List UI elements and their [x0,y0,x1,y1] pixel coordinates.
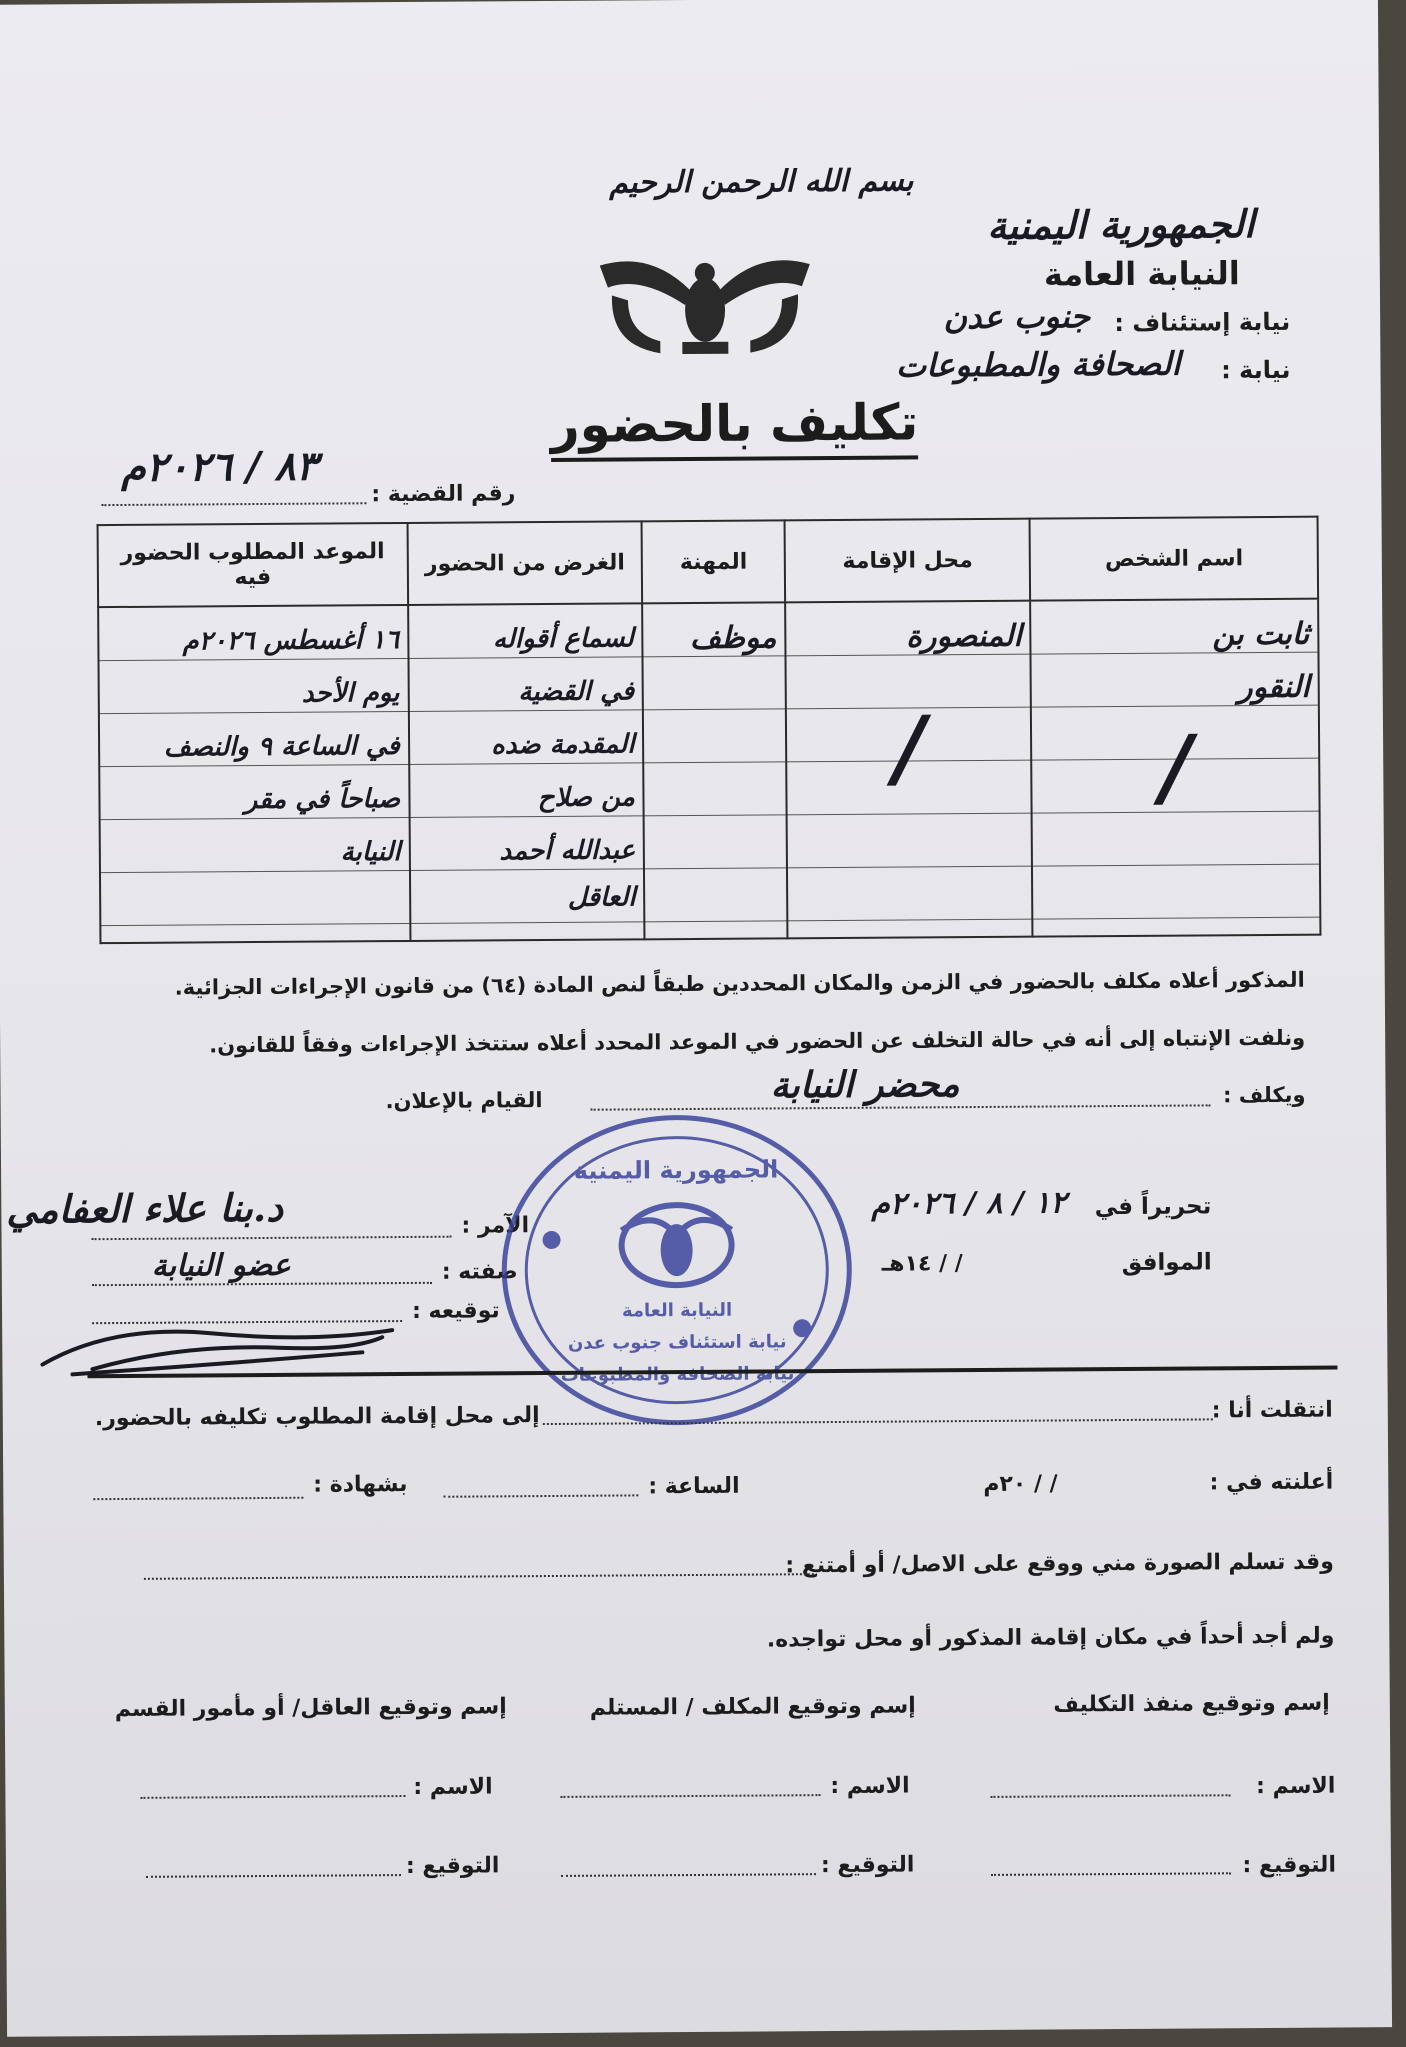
dated-value: ١٢ / ٨ / ٢٠٢٦م [871,1185,1067,1222]
authority-name: النيابة العامة [1043,254,1240,294]
appointment-line: صباحاً في مقر [244,784,401,816]
purpose-line: المقدمة ضده [491,729,635,761]
residence-line: المنصورة [906,618,1022,655]
orderer-signature-label: توقيعه : [411,1298,500,1324]
recipient-name-label: الاسم : [830,1773,910,1800]
orderer-name-value: د.بنا علاء العفامي [6,1184,284,1232]
recipient-sign-dots [561,1873,816,1877]
case-number-dots [101,502,366,506]
purpose-line: في القضية [518,676,635,708]
witness-name-dots [140,1795,405,1799]
moved-suffix: إلى محل إقامة المطلوب تكليفه بالحضور. [94,1403,540,1432]
stamp-bottom-text: نيابة الصحافة والمطبوعات [560,1363,795,1386]
cell-appointment [98,605,410,943]
recipient-name-dots [560,1794,820,1798]
header-appointment: الموعد المطلوب الحضور فيه [98,523,408,607]
parties-table [97,516,1322,945]
executor-sign-label: التوقيع : [1242,1852,1337,1879]
hijri-label: الموافق [1121,1249,1212,1277]
official-stamp [501,1114,853,1426]
appointment-line: يوم الأحد [301,678,400,709]
assign-suffix: القيام بالإعلان. [385,1088,543,1114]
ditto-mark: / [892,697,925,799]
notified-date: / / ٢٠م [983,1471,1058,1497]
header-person-name: اسم الشخص [1030,517,1318,601]
yemen-emblem-icon [590,244,821,366]
legal-notice-line-2: ونلفت الإنتباه إلى أنه في حالة التخلف عن الحضور في الموعد المحدد أعلاه ستتخذ الإجراءات وفقاً للقانون. [209,1025,1306,1058]
table-row [98,599,1320,944]
none-found-note: ولم أجد أحداً في مكان إقامة المذكور أو محل تواجده. [766,1623,1335,1653]
cell-profession [643,602,788,939]
stamp-lower-text: نيابة استئناف جنوب عدن [567,1331,787,1354]
document-title: تكليف بالحضور [551,393,919,462]
header-purpose: الغرض من الحضور [407,521,642,605]
hijri-value: / / ١٤هـ [881,1251,963,1277]
dated-label: تحريراً في [1094,1193,1212,1221]
moved-label: انتقلت أنا : [1211,1397,1333,1424]
received-label: وقد تسلم الصورة مني ووقع على الاصل/ أو أمتنع : [785,1549,1334,1579]
profession-line: موظف [689,620,777,657]
assign-label: ويكلف : [1223,1082,1306,1108]
appeal-value: جنوب عدن [943,297,1091,337]
executor-name-label: الاسم : [1256,1773,1336,1800]
signature-col-recipient: إسم وتوقيع المكلف / المستلم [589,1693,916,1721]
cell-person-name [1031,599,1321,937]
witness-sign-dots [146,1874,401,1878]
purpose-line: لسماع أقواله [492,623,634,655]
executor-name-dots [990,1794,1230,1798]
person-name-line: ثابت بن [1212,616,1310,653]
orderer-role-label: صفته : [441,1259,518,1285]
office-value: الصحافة والمطبوعات [895,344,1181,385]
orderer-name-dots [92,1236,452,1241]
witness-name-label: الاسم : [413,1774,493,1800]
witness-label: بشهادة : [313,1472,408,1498]
cell-purpose [408,603,645,941]
legal-notice-line-1: المذكور أعلاه مكلف بالحضور في الزمن والمكان المحددين طبقاً لنص المادة (٦٤) من قانون الإجراءات الجزائية. [174,967,1305,1000]
stamp-emblem-icon [611,1195,742,1296]
appeal-label: نيابة إستئناف : [1114,307,1291,338]
ditto-mark: / [1159,716,1192,818]
table-header-row [98,517,1319,608]
purpose-line: من صلاح [537,782,635,814]
country-name: الجمهورية اليمنية [987,201,1255,248]
signature-col-witness: إسم وتوقيع العاقل/ أو مأمور القسم [114,1694,507,1723]
office-label: نيابة : [1221,355,1291,385]
purpose-line: عبدالله أحمد [499,835,636,867]
case-number-value: ٨٣ / ٢٠٢٦م [120,442,318,491]
received-dots [144,1573,814,1580]
purpose-line: العاقل [567,882,636,913]
assign-value: محضر النيابة [770,1063,960,1107]
basmala: بسم الله الرحمن الرحيم [609,163,914,201]
cell-residence [785,601,1033,939]
orderer-name-label: الآمر : [461,1213,530,1239]
header-profession: المهنة [642,520,785,603]
signature-col-executor: إسم وتوقيع منفذ التكليف [1053,1690,1330,1718]
witness-sign-label: التوقيع : [405,1853,500,1880]
stamp-top-text: الجمهورية اليمنية [573,1155,779,1185]
appointment-line: ١٦ أغسطس ٢٠٢٦م [182,625,400,657]
notified-label: أعلنته في : [1209,1469,1334,1496]
stamp-dot [542,1231,560,1249]
person-name-line: النقور [1237,669,1310,706]
executor-sign-dots [991,1872,1231,1876]
witness-dots [93,1497,303,1500]
recipient-sign-label: التوقيع : [820,1852,915,1879]
appointment-line: في الساعة ٩ والنصف [163,731,400,763]
orderer-role-value: عضو النيابة [151,1247,291,1284]
case-number-label: رقم القضية : [371,481,516,508]
appointment-line: النيابة [340,837,401,868]
header-residence: محل الإقامة [785,519,1031,603]
time-dots [443,1494,638,1497]
stamp-middle-text: النيابة العامة [621,1299,733,1322]
time-label: الساعة : [648,1473,740,1500]
